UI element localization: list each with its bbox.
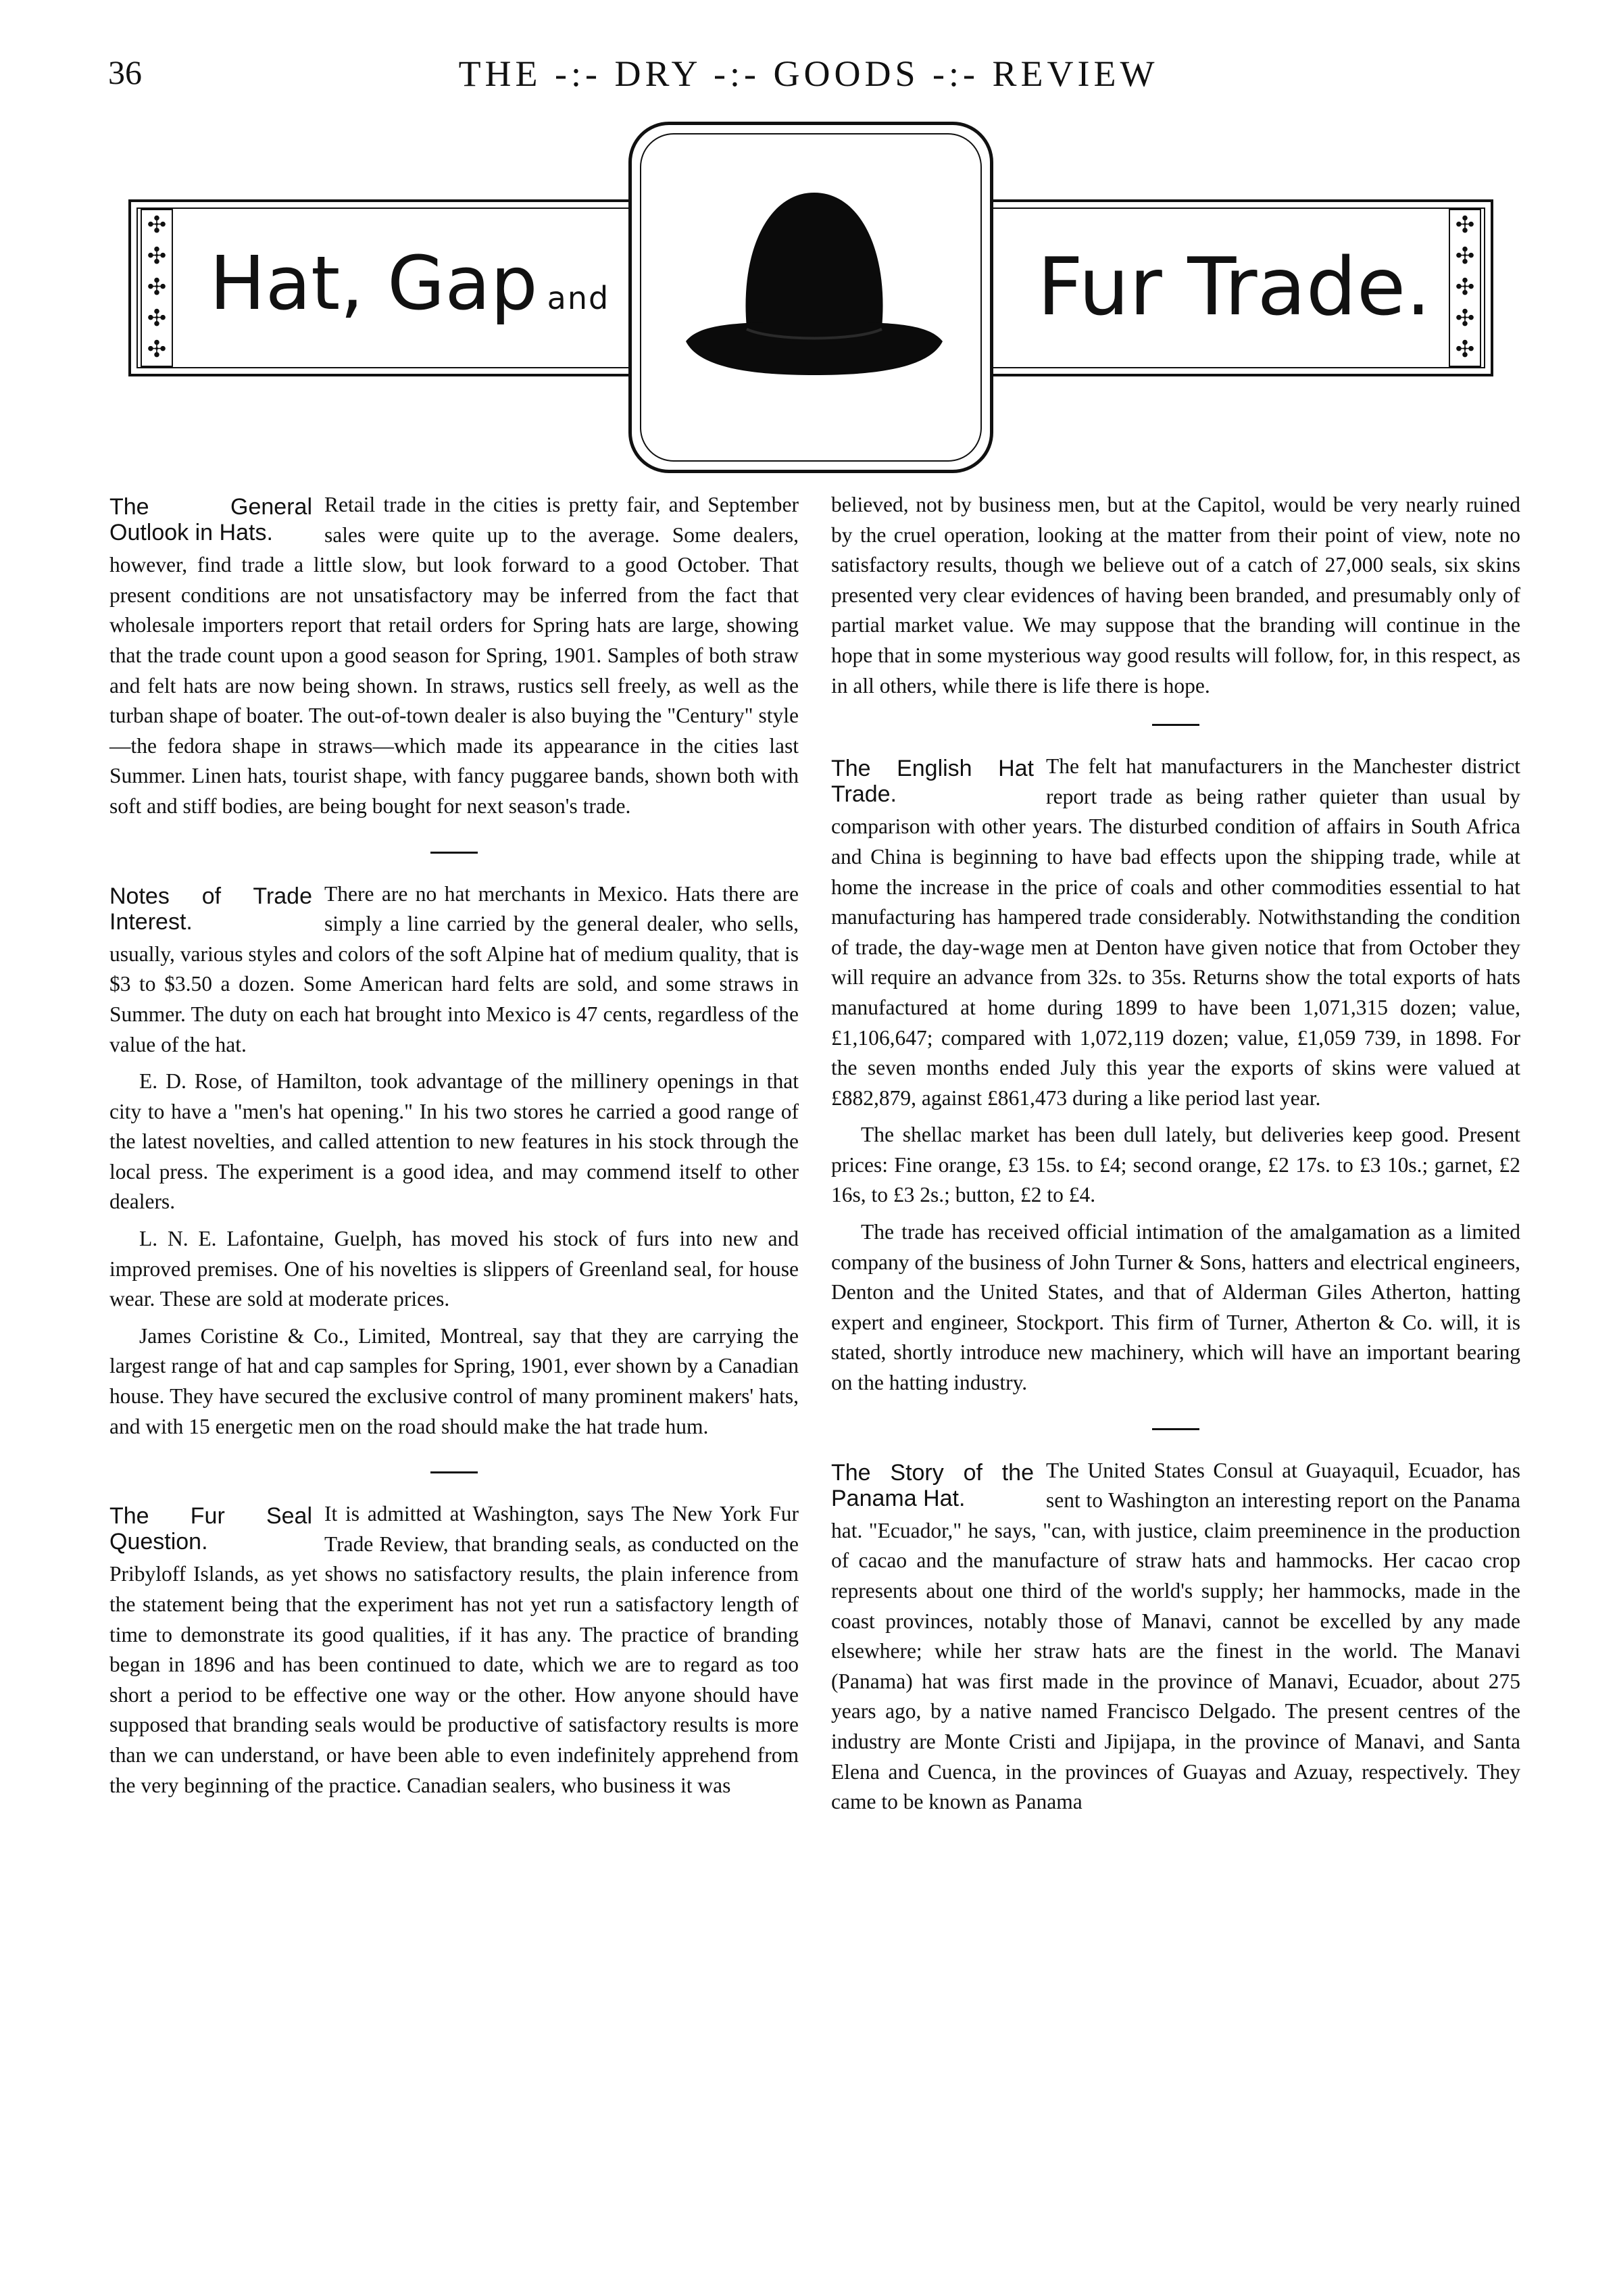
article-fur-seal-continued <box>831 490 1520 701</box>
fleur-ornament-icon: ✣ <box>147 337 167 362</box>
banner-title-and: and <box>547 280 610 316</box>
section-divider <box>1152 1428 1199 1430</box>
section-divider <box>430 852 478 854</box>
fleur-ornament-icon: ✣ <box>147 244 167 269</box>
section-divider <box>430 1471 478 1473</box>
running-head <box>0 53 1617 107</box>
section-banner <box>128 122 1493 473</box>
paragraph: The felt hat manufacturers in the Manchester district report trade as being rather quieter than usual by comparison with other years. The disturbed condition of affairs in South Africa and China is beginning to have bad effects upon the shipping trade, while at home the increase in the price of coals and other commodities essential to hat manufacturing has hampered trade considerably. Notwithstanding the condition of trade, the day-wage men at Denton have given notice that from October they will require an advance from 32s. to 35s. Returns show the total exports of hats manufactured at home during 1899 to have been 1,071,315 dozen; value, £1,106,647; compared with 1,072,119 dozen; value, £1,059 739, in 1898. For the seven months ended July this year the exports of skins were valued at £882,879, against £861,473 during a like period last year. <box>831 754 1520 1110</box>
fleur-ornament-icon: ✣ <box>147 275 167 300</box>
magazine-title: THE -:- DRY -:- GOODS -:- REVIEW <box>458 53 1159 94</box>
banner-title-left <box>209 240 610 326</box>
paragraph: L. N. E. Lafontaine, Guelph, has moved his stock of furs into new and improved premises. One of his novelties is slippers of Greenland seal, for house wear. These are sold at moderate prices. <box>109 1227 799 1311</box>
ornament-strip-right <box>1449 209 1481 367</box>
side-heading: The Fur Seal Question. <box>109 1503 312 1555</box>
paragraph: There are no hat merchants in Mexico. Hats there are simply a line carried by the general dealer, who sells, usually, various styles and colors of the soft Alpine hat of medium quality, that is $3 to $3.50 a dozen. Some American hard felts are sold, and some straws in Summer. The duty on each hat brought into Mexico is 47 cents, regardless of the value of the hat. <box>109 881 799 1056</box>
paragraph: The United States Consul at Guayaquil, Ecuador, has sent to Washington an interesting report on the Panama hat. "Ecuador," he says, "can, with justice, claim preeminence in the production of cacao and the manufacture of straw hats and hammocks. Her cacao crop represents about one third of the world's supply; her hammocks, made in the coast provinces, notably those of Manavi, cannot be excelled by any made elsewhere; while her straw hats are the finest in the world. The Manavi (Panama) hat was first made in the province of Manavi, Ecuador, about 275 years ago, by a native named Francisco Delgado. The present centres of the industry are Monte Cristi and Jipijapa, in the province of Manavi, and Santa Elena and Cuenca, in the provinces of Guayas and Azuay, respectively. They came to be known as Panama <box>831 1458 1520 1814</box>
ornament-strip-left <box>141 209 173 367</box>
fleur-ornament-icon: ✣ <box>147 213 167 238</box>
paragraph: believed, not by business men, but at the Capitol, would be very nearly ruined by the cruel operation, looking at the matter from their point of view, note no satisfactory results, though we believe out of a catch of 27,000 seals, six skins presented very clear evidences of having been branded, and presumably only of partial market value. We may suppose that the branding will continue in the hope that in some mysterious way good results will follow, for, in this respect, as in all others, while there is life there is hope. <box>831 493 1520 698</box>
article-general-outlook <box>109 490 799 829</box>
side-heading: The English Hat Trade. <box>831 756 1034 808</box>
fleur-ornament-icon: ✣ <box>1455 244 1475 269</box>
section-divider <box>1152 724 1199 726</box>
side-heading: Notes of Trade Interest. <box>109 883 312 935</box>
paragraph: The shellac market has been dull lately, but deliveries keep good. Present prices: Fine orange, £3 15s. to £4; second orange, £2 17s. to £3 10s.; garnet, £2 16s, to £3 2s.; button, £2 to £4. <box>831 1123 1520 1207</box>
paragraph: The trade has received official intimation of the amalgamation as a limited company of the business of John Turner & Sons, hatters and electrical engineers, Denton and the United States, and that of Alderman Giles Atherton, hatting expert and engineer, Stockport. This firm of Turner, Atherton & Co. will, it is stated, shortly introduce new machinery, which will have an important bearing on the hatting industry. <box>831 1220 1520 1395</box>
fleur-ornament-icon: ✣ <box>1455 306 1475 331</box>
banner-title-hat-cap: Hat, Gap <box>209 240 538 326</box>
article-english-hat-trade <box>831 752 1520 1405</box>
bowler-hat-icon <box>672 172 956 429</box>
banner-title-right: Fur Trade. <box>1037 240 1431 333</box>
side-heading: The General Outlook in Hats. <box>109 494 312 545</box>
hat-illustration-panel <box>628 122 993 473</box>
paragraph: It is admitted at Washington, says The New York Fur Trade Review, that branding seals, as conducted on the Pribyloff Islands, as yet shows no satisfactory results, the plain inference from the statement being that the experiment has not yet run a satisfactory length of time to demonstrate its good qualities, if it has any. The practice of branding began in 1896 and has been continued to date, which we are to regard as too short a period to be effective one way or the other. How anyone should have supposed that branding seals would be productive of satisfactory results is more than we can understand, or have been able to even indefinitely apprehend from the very beginning of the practice. Canadian sealers, who business it was <box>109 1502 799 1797</box>
fleur-ornament-icon: ✣ <box>1455 337 1475 362</box>
article-fur-seal-question <box>109 1499 799 1807</box>
page-number: 36 <box>108 53 142 91</box>
paragraph: James Coristine & Co., Limited, Montreal, say that they are carrying the largest range of hat and cap samples for Spring, 1901, ever shown by a Canadian house. They have secured the exclusive control of many prominent makers' hats, and with 15 energetic men on the road should make the hat trade hum. <box>109 1323 799 1438</box>
side-heading: The Story of the Panama Hat. <box>831 1459 1034 1511</box>
right-column <box>831 490 1520 1824</box>
fleur-ornament-icon: ✣ <box>1455 275 1475 300</box>
paragraph: E. D. Rose, of Hamilton, took advantage of the millinery openings in that city to have a "men's hat opening." In his two stores he carried a good range of the latest novelties, and called attention to new features in his stock through the local press. The experiment is a good idea, and may commend itself to other dealers. <box>109 1069 799 1214</box>
article-panama-hat <box>831 1456 1520 1824</box>
article-notes-trade-interest <box>109 879 799 1449</box>
paragraph: Retail trade in the cities is pretty fair, and September sales were quite up to the average. Some dealers, however, find trade a little slow, but look forward to a good October. That present conditions are not unsatisfactory may be inferred from the fact that wholesale importers report that retail orders for Spring hats are large, showing that the trade count upon a good season for Spring, 1901. Samples of both straw and felt hats are now being shown. In straws, rustics sell freely, as well as the turban shape of boater. The out-of-town dealer is also buying the "Century" style—the fedora shape in straws—which made its appearance in the cities last Summer. Linen hats, tourist shape, with fancy puggaree bands, shown both with soft and stiff bodies, are being bought for next season's trade. <box>109 493 799 818</box>
left-column <box>109 490 799 1807</box>
fleur-ornament-icon: ✣ <box>147 306 167 331</box>
fleur-ornament-icon: ✣ <box>1455 213 1475 238</box>
